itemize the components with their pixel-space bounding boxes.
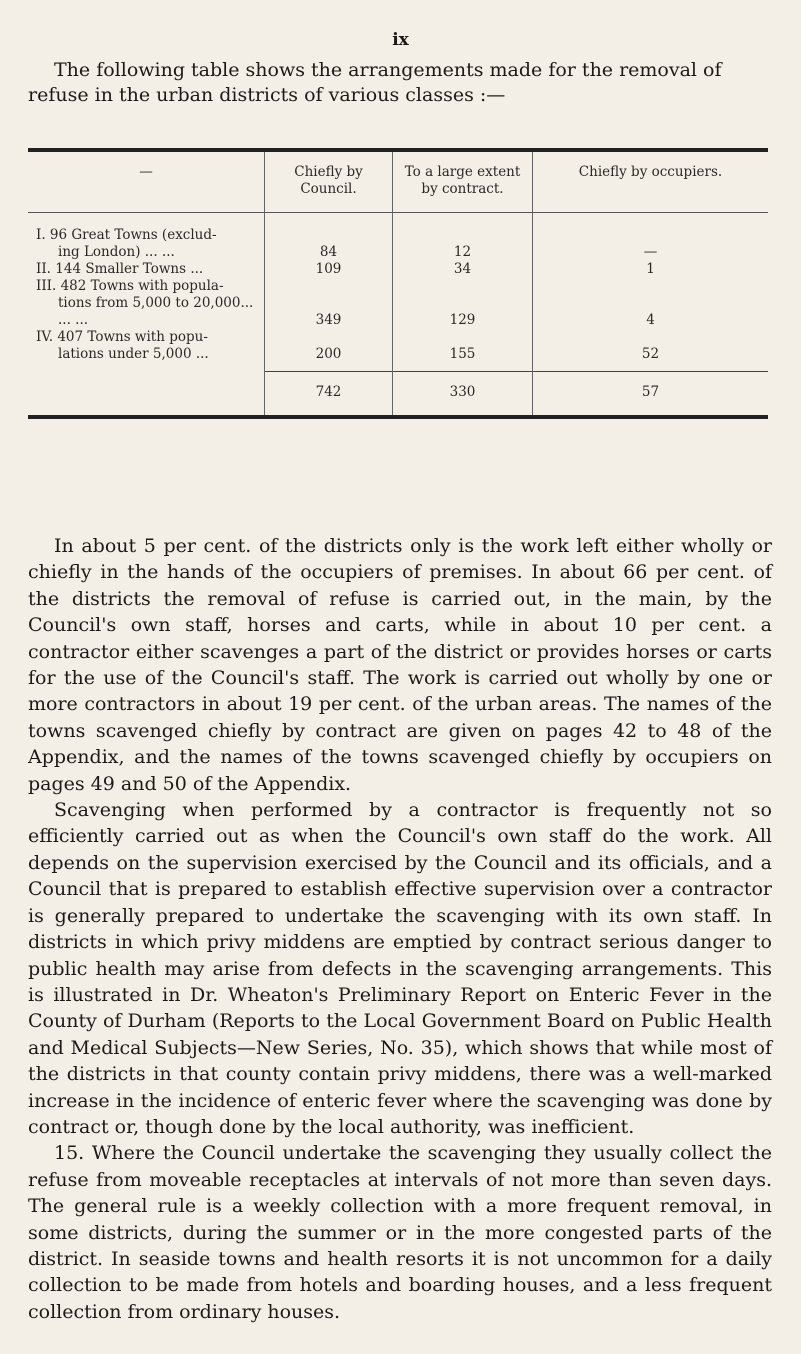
- cell-council: 84: [265, 213, 393, 262]
- paragraph: In about 5 per cent. of the districts only is the work left either wholly or chiefly in the hands of the occupiers of premises. In about 66 per cent. of the districts the removal of refuse is carried out, in the main, by the Council's own staff, horses and carts, while in about 10 per cent. a contractor either scavenges a part of the district or provides horses or carts for the use of the Council's staff. The work is carried out wholly by one or more contractors in about 19 per cent. of the urban areas. The names of the towns scavenged chiefly by contract are given on pages 42 to 48 of the Appendix, and the names of the towns scavenged chiefly by occupiers on pages 49 and 50 of the Appendix.: [28, 535, 772, 795]
- table-row: [28, 278, 768, 329]
- row-label-rest: tions from 5,000 to 20,000... ... ...: [58, 295, 254, 328]
- row-label-rest: ing London) ... ...: [58, 244, 175, 260]
- totals-row: [28, 371, 768, 415]
- cell-occupiers: 1: [533, 261, 769, 278]
- cell-occupiers: 52: [533, 329, 769, 371]
- row-label: [28, 261, 265, 278]
- totals-blank: [28, 371, 265, 415]
- cell-contract: 155: [393, 329, 533, 371]
- row-numeral: III.: [36, 278, 57, 294]
- row-label: [28, 278, 265, 329]
- body-text: [28, 533, 772, 1325]
- paragraph: 15. Where the Council undertake the scavenging they usually collect the refuse from moveable receptacles at intervals of not more than seven days. The general rule is a weekly collection with a more frequent removal, in some districts, during the summer or in the more congested parts of the district. In seaside towns and health resorts it is not uncommon for a daily collection to be made from hotels and boarding houses, and a less frequent collection from ordinary houses.: [28, 1142, 772, 1323]
- cell-occupiers: 4: [533, 278, 769, 329]
- table-row: [28, 329, 768, 371]
- cell-occupiers: —: [533, 213, 769, 262]
- cell-contract: 34: [393, 261, 533, 278]
- header-blank: —: [28, 152, 265, 213]
- table-row: [28, 261, 768, 278]
- row-label-line1: 482 Towns with popula-: [60, 278, 224, 294]
- row-numeral: I.: [36, 227, 46, 243]
- header-contract: To a large extent by contract.: [393, 152, 533, 213]
- total-occupiers: 57: [533, 371, 769, 415]
- row-label-line1: 144 Smaller Towns ...: [55, 261, 204, 277]
- table-header-row: [28, 152, 768, 213]
- row-numeral: II.: [36, 261, 51, 277]
- total-council: 742: [265, 371, 393, 415]
- intro-paragraph: The following table shows the arrangements made for the removal of refuse in the urban districts of various classes :—: [28, 59, 722, 106]
- page-number: ix: [392, 30, 409, 50]
- row-label: [28, 213, 265, 262]
- header-council: Chiefly by Council.: [265, 152, 393, 213]
- header-occupiers: Chiefly by occupiers.: [533, 152, 769, 213]
- total-contract: 330: [393, 371, 533, 415]
- row-numeral: IV.: [36, 329, 54, 345]
- row-label-line1: 96 Great Towns (exclud-: [49, 227, 217, 243]
- cell-council: 349: [265, 278, 393, 329]
- paragraph: Scavenging when performed by a contractor is frequently not so efficiently carried out as when the Council's own staff do the work. All depends on the supervision exercised by the Council and its officials, and a Council that is prepared to establish effective supervision over a contractor is generally prepared to undertake the scavenging with its own staff. In districts in which privy middens are emptied by contract serious danger to public health may arise from defects in the scavenging arrangements. This is illustrated in Dr. Wheaton's Preliminary Report on Enteric Fever in the County of Durham (Reports to the Local Government Board on Public Health and Medical Subjects—New Series, No. 35), which shows that while most of the districts in that county contain privy middens, there was a well-marked increase in the incidence of enteric fever where the scavenging was done by contract or, though done by the local authority, was inefficient.: [28, 799, 772, 1138]
- refuse-arrangements-table: [28, 148, 768, 419]
- cell-council: 200: [265, 329, 393, 371]
- cell-contract: 129: [393, 278, 533, 329]
- table-row: [28, 213, 768, 262]
- row-label: [28, 329, 265, 371]
- cell-council: 109: [265, 261, 393, 278]
- cell-contract: 12: [393, 213, 533, 262]
- row-label-rest: lations under 5,000 ...: [58, 346, 209, 362]
- row-label-line1: 407 Towns with popu-: [57, 329, 208, 345]
